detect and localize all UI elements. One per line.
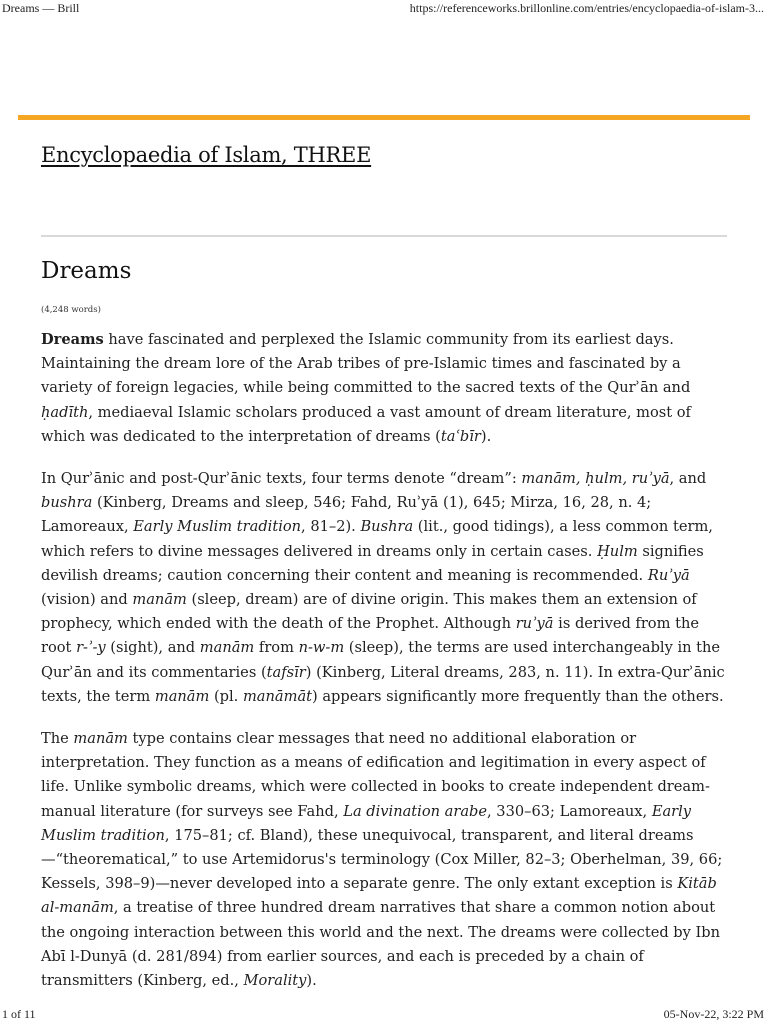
paragraph-3: The manām type contains clear messages that need no additional elaboration or interpretation. They function as a means of edification and legitimation in every aspect of life. Unlike symbolic dreams, which were collected in books to create independent dream-manual literature (for surveys see Fahd, La divination arabe, 330–63; Lamoreaux, Early Muslim tradition, 175–81; cf. Bland), these unequivocal, transparent, and literal dreams—“theorematical,” to use Artemidorus's terminology (Cox Miller, 82–3; Oberhelman, 39, 66; Kessels, 398–9)—never developed into a separate genre. The only extant exception is Kitāb al-manām, a treatise of three hundred dream narratives that share a common notion about the ongoing interaction between this world and the next. The dreams were collected by Ibn Abī l-Dunyā (d. 281/894) from earlier sources, and each is preceded by a chain of transmitters (Kinberg, ed., Morality). <box>41 730 723 990</box>
paragraph-2: In Qurʾānic and post-Qurʾānic texts, four terms denote “dream”: manām, ḥulm, ruʾyā, and bushra (Kinberg, Dreams and sleep, 546; Fahd, Ruʾyā (1), 645; Mirza, 16, 28, n. 4; Lamoreaux, Early Muslim tradition, 81–2). Bushra (lit., good tidings), a less common term, which refers to divine messages delivered in dreams only in certain cases. Ḥulm signifies devilish dreams; caution concerning their content and meaning is recommended. Ruʾyā (vision) and manām (sleep, dream) are of divine origin. This makes them an extension of prophecy, which ended with the death of the Prophet. Although ruʾyā is derived from the root r-ʾ-y (sight), and manām from n-w-m (sleep), the terms are used interchangeably in the Qurʾān and its commentaries (tafsīr) (Kinberg, Literal dreams, 283, n. 11). In extra-Qurʾānic texts, the term manām (pl. manāmāt) appears significantly more frequently than the others. <box>41 470 725 705</box>
lead-term: Dreams <box>41 331 104 348</box>
page-url[interactable]: https://referenceworks.brillonline.com/entries/encyclopaedia-of-islam-3... <box>409 1 764 15</box>
page-title-header: Dreams — Brill <box>2 1 80 15</box>
print-header <box>0 0 768 16</box>
word-count: (4,248 words) <box>41 305 101 315</box>
print-date: 05-Nov-22, 3:22 PM <box>663 1007 764 1021</box>
accent-bar <box>18 115 750 120</box>
print-footer <box>0 1008 768 1024</box>
paragraph-1: Dreams have fascinated and perplexed the Islamic community from its earliest days. Maintaining the dream lore of the Arab tribes of pre-Islamic times and fascinated by a variety of foreign legacies, while being committed to the sacred texts of the Qurʾān and ḥadīth, mediaeval Islamic scholars produced a vast amount of dream literature, most of which was dedicated to the interpretation of dreams (taʿbīr). <box>41 331 691 445</box>
divider <box>41 235 727 237</box>
page-count: 1 of 11 <box>2 1007 36 1021</box>
article-body <box>41 328 731 1011</box>
journal-title-link[interactable]: Encyclopaedia of Islam, THREE <box>41 143 372 167</box>
article-title: Dreams <box>41 258 132 284</box>
